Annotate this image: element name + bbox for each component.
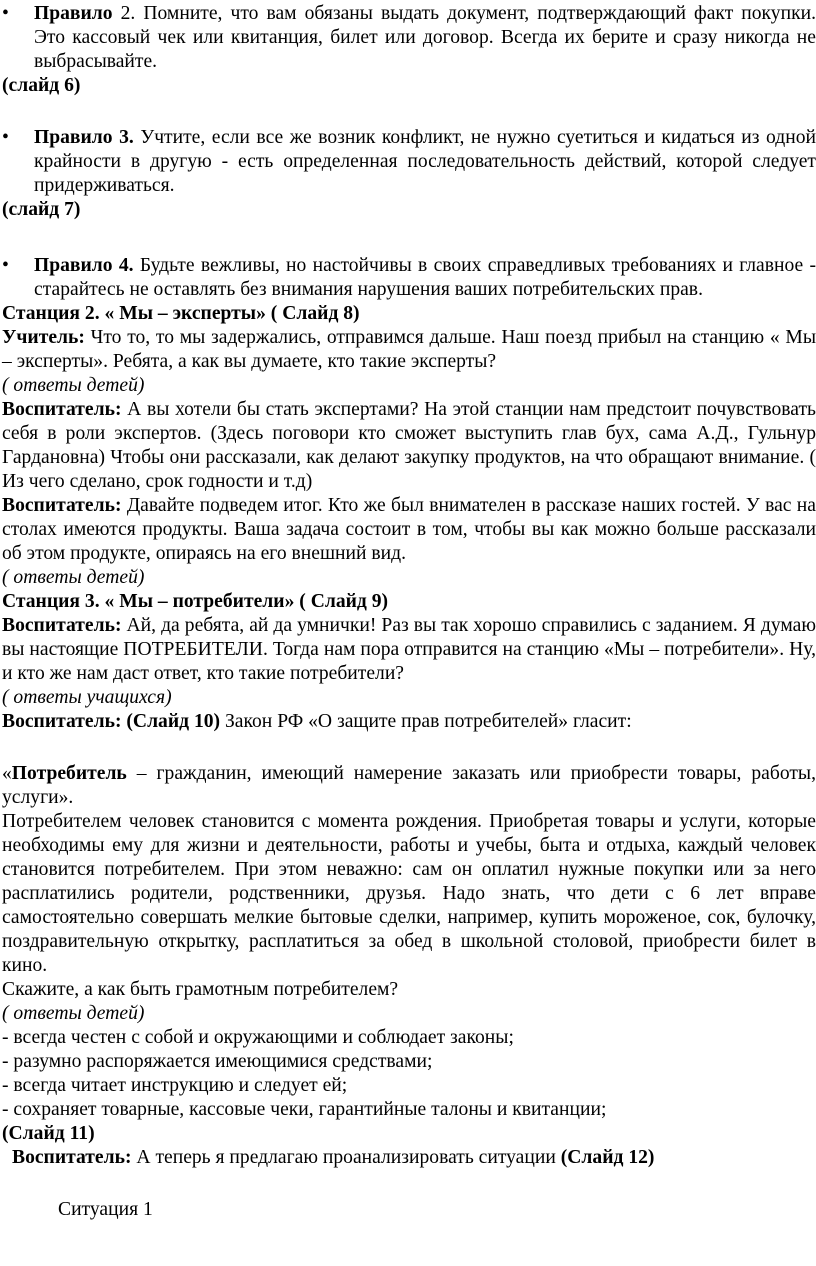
- rule-2-label: Правило: [34, 3, 113, 24]
- list-item: - всегда честен с собой и окружающими и соблюдает законы;: [2, 1027, 514, 1048]
- list-item: - всегда читает инструкцию и следует ей;: [2, 1075, 348, 1096]
- rule-3-label: Правило 3.: [34, 127, 134, 148]
- consumer-paragraph: Потребителем человек становится с момента рождения. Приобретая товары и услуги, которые необходимы ему для жизни и деятельности, работы и учебы, быта и отдыха, каждый человек становится потребителем. При этом неважно: сам он оплатил нужные покупки или за него расплатились родители, родственники, друзья. Надо знать, что дети с 6 лет вправе самостоятельно совершать мелкие бытовые сделки, например, купить мороженое, сок, булочку, поздравительную открытку, расплатиться за обед в школьной столовой, приобрести билет в кино.: [2, 811, 816, 976]
- consumer-definition: «Потребитель – гражданин, имеющий намерение заказать или приобрести товары, работы, услуги».: [2, 763, 816, 808]
- rule-3-text: Учтите, если все же возник конфликт, не нужно суетиться и кидаться из одной крайности в другую - есть определенная последовательность действий, которой следует придерживаться.: [34, 127, 816, 196]
- answers-children-3: ( ответы детей): [2, 1003, 145, 1024]
- rule-4-item: [0, 254, 816, 302]
- document-page: [0, 2, 816, 1266]
- educator-line-4: Воспитатель: (Слайд 10) Закон РФ «О защите прав потребителей» гласит:: [2, 711, 632, 732]
- rule-2-item: [0, 2, 816, 74]
- educator-line-2: Воспитатель: Давайте подведем итог. Кто же был внимателен в рассказе наших гостей. У вас на столах имеются продукты. Ваша задача состоит в том, чтобы вы как можно больше рассказали об этом продукте, опираясь на его внешний вид.: [2, 495, 816, 564]
- answers-children-2: ( ответы детей): [2, 567, 145, 588]
- answers-children-1: ( ответы детей): [2, 375, 145, 396]
- slide-7-marker: (слайд 7): [2, 199, 81, 220]
- rule-4-label: Правило 4.: [34, 255, 134, 276]
- slide-6-marker: (слайд 6): [2, 75, 81, 96]
- answers-students: ( ответы учащихся): [2, 687, 172, 708]
- educator-line-1: Воспитатель: А вы хотели бы стать экспертами? На этой станции нам предстоит почувствовать себя в роли экспертов. (Здесь поговори кто сможет выступить глав бух, сама А.Д., Гульнур Гардановна) Чтобы они рассказали, как делают закупку продуктов, на что обращают внимание. ( Из чего сделано, срок годности и т.д): [2, 399, 816, 492]
- list-item: - разумно распоряжается имеющимися средствами;: [2, 1051, 433, 1072]
- bullet-icon: •: [2, 3, 9, 24]
- slide-11-marker: (Слайд 11): [2, 1123, 95, 1144]
- rule-3-item: [0, 126, 816, 198]
- situation-1-label: Ситуация 1: [58, 1199, 153, 1220]
- list-item: - сохраняет товарные, кассовые чеки, гарантийные талоны и квитанции;: [2, 1099, 607, 1120]
- station-3-heading: Станция 3. « Мы – потребители» ( Слайд 9): [2, 591, 389, 612]
- question-line: Скажите, а как быть грамотным потребителем?: [2, 979, 399, 1000]
- bullet-icon: •: [2, 255, 9, 276]
- bullet-icon: •: [2, 127, 9, 148]
- teacher-line-1: Учитель: Что то, то мы задержались, отправимся дальше. Наш поезд прибыл на станцию « Мы – эксперты». Ребята, а как вы думаете, кто такие эксперты?: [2, 327, 816, 372]
- educator-line-5: Воспитатель: А теперь я предлагаю проанализировать ситуации (Слайд 12): [12, 1147, 655, 1168]
- station-2-heading: Станция 2. « Мы – эксперты» ( Слайд 8): [2, 303, 360, 324]
- rule-2-text: 2. Помните, что вам обязаны выдать документ, подтверждающий факт покупки. Это кассовый чек или квитанция, билет или договор. Всегда их берите и сразу никогда не выбрасывайте.: [34, 3, 816, 72]
- rule-4-text: Будьте вежливы, но настойчивы в своих справедливых требованиях и главное - старайтесь не оставлять без внимания нарушения ваших потребительских прав.: [34, 255, 816, 300]
- educator-line-3: Воспитатель: Ай, да ребята, ай да умнички! Раз вы так хорошо справились с заданием. Я думаю вы настоящие ПОТРЕБИТЕЛИ. Тогда нам пора отправится на станцию «Мы – потребители». Ну, и кто же нам даст ответ, кто такие потребители?: [2, 615, 816, 684]
